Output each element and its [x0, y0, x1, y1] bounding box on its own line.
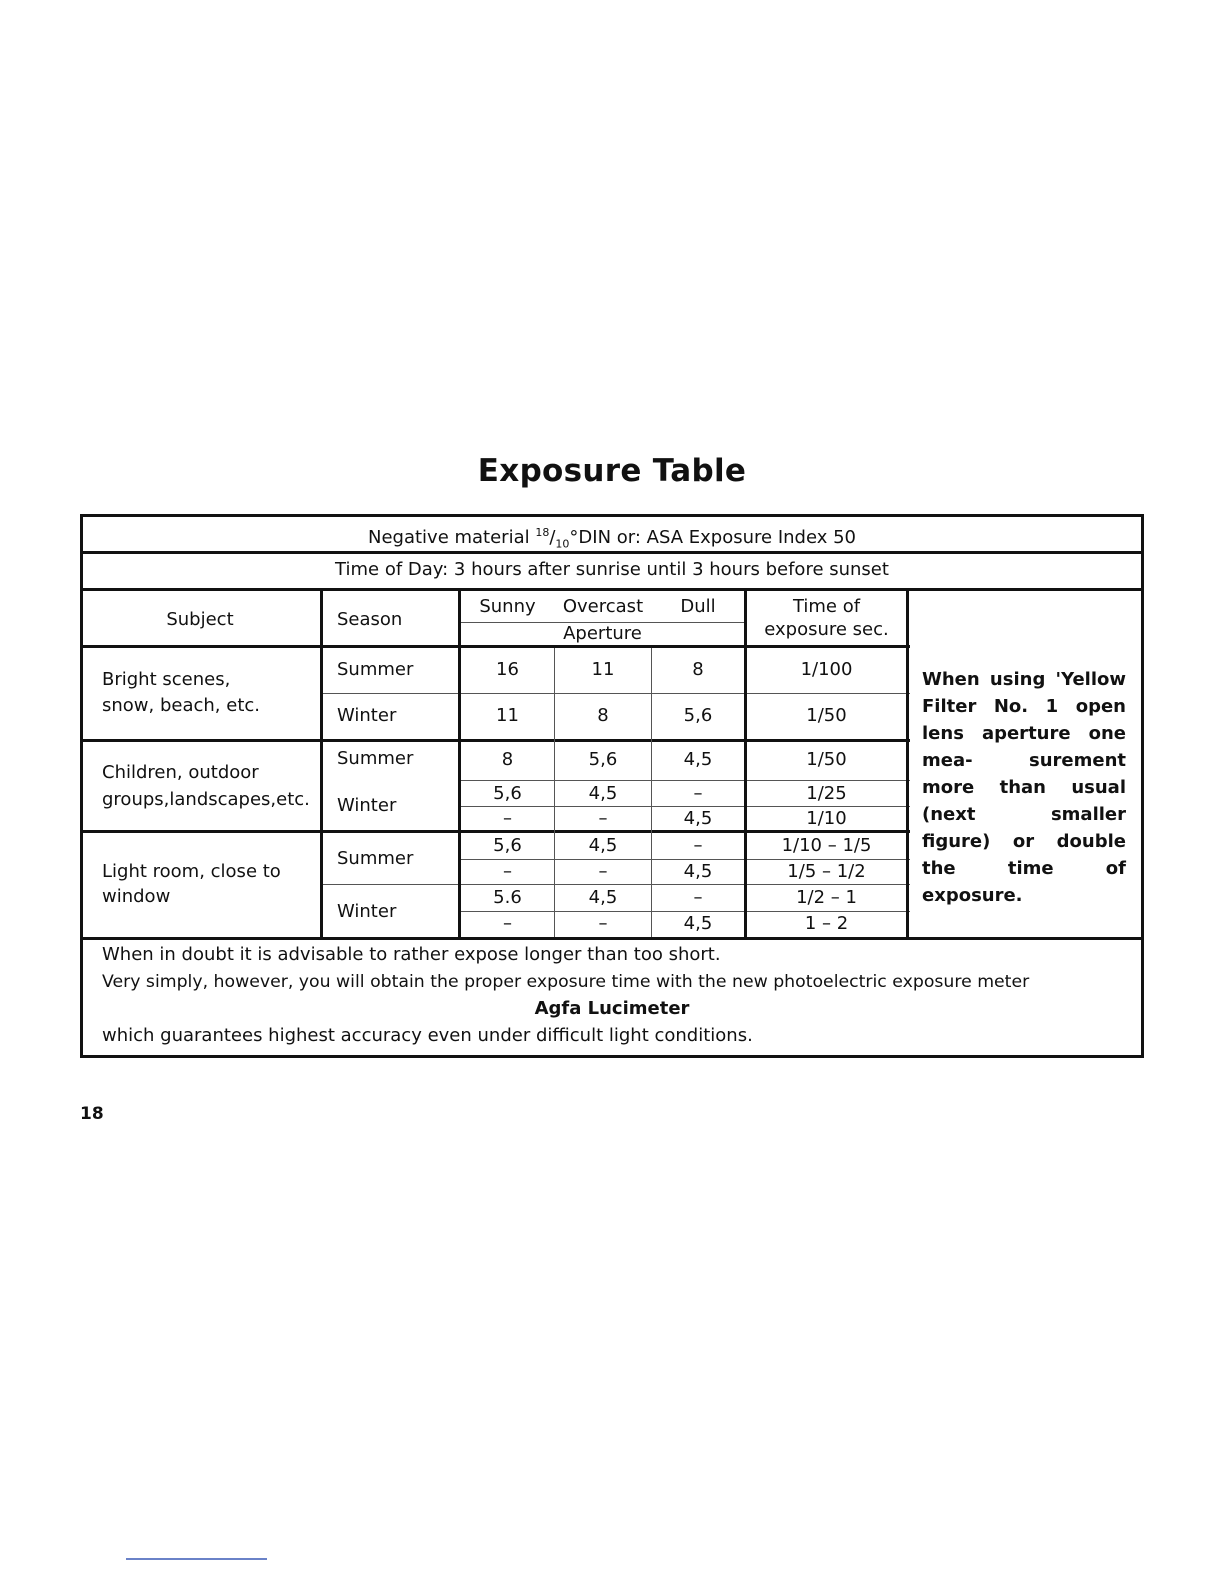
row-2-sunny: 11: [496, 705, 519, 726]
row-8-time: 1/2 – 1: [796, 887, 857, 908]
row-6-overcast: 4,5: [588, 835, 618, 856]
subject-2-line1: Children, outdoor: [102, 762, 259, 783]
row-8-overcast: 4,5: [588, 887, 618, 908]
row-9-dull: 4,5: [683, 913, 713, 934]
col-subject: Subject: [166, 609, 234, 630]
negative-prefix: Negative material: [367, 527, 536, 548]
row-9-sunny: –: [503, 913, 512, 934]
row-3-time: 1/50: [806, 749, 847, 770]
row-4-overcast: 4,5: [588, 783, 618, 804]
footer-product: Agfa Lucimeter: [534, 998, 690, 1019]
row-7-overcast: –: [598, 861, 608, 882]
yellow-filter-note: When using 'Yellow Filter No. 1 open lens aperture one mea- surement more than usual (next smaller figure) or double the time of exposure.: [922, 669, 1126, 906]
row-1-time: 1/100: [800, 659, 853, 680]
row-1-dull: 8: [692, 659, 704, 680]
footnote-rule: [126, 1558, 267, 1560]
season-2: Winter: [337, 705, 397, 726]
row-3-dull: 4,5: [683, 749, 713, 770]
footer-line4: which guarantees highest accuracy even under difficult light conditions.: [102, 1025, 753, 1046]
col-overcast: Overcast: [562, 596, 644, 617]
row-8-sunny: 5.6: [493, 887, 522, 908]
page-number: 18: [80, 1104, 104, 1124]
subject-3-line2: window: [102, 886, 171, 907]
row-2-overcast: 8: [597, 705, 609, 726]
row-6-dull: –: [693, 835, 703, 856]
subject-2-line2: groups,landscapes,etc.: [102, 789, 310, 810]
time-of-day-line: Time of Day: 3 hours after sunrise until 3 hours before sunset: [335, 559, 889, 580]
col-time-line1: Time of: [792, 596, 861, 617]
row-8-dull: –: [693, 887, 703, 908]
negative-material-line: Negative material $^{18}/_{10}^\circ DIN$ or: ASA Exposure Index 50: [367, 526, 856, 551]
row-6-time: 1/10 – 1/5: [781, 835, 872, 856]
rule-below-header: [80, 645, 910, 648]
rule-group1: [80, 739, 910, 742]
col-dull: Dull: [680, 596, 716, 617]
row-7-dull: 4,5: [683, 861, 713, 882]
row-5-sunny: –: [503, 808, 512, 829]
row-5-overcast: –: [598, 808, 608, 829]
season-3: Summer: [337, 748, 414, 769]
subject-1-line2: snow, beach, etc.: [102, 695, 260, 716]
row-3-overcast: 5,6: [588, 749, 618, 770]
col-aperture: Aperture: [563, 623, 642, 644]
row-2-dull: 5,6: [683, 705, 713, 726]
subject-1-line1: Bright scenes,: [102, 669, 231, 690]
page-title: Exposure Table: [477, 453, 747, 489]
din-numerator: 18: [535, 526, 550, 539]
row-4-time: 1/25: [806, 783, 847, 804]
rule-above-footer: [80, 937, 1144, 940]
footer-line2: Very simply, however, you will obtain the proper exposure time with the new photoelectric exposure meter: [102, 972, 1030, 992]
row-4-sunny: 5,6: [493, 783, 522, 804]
col-sunny: Sunny: [479, 596, 536, 617]
row-9-time: 1 – 2: [804, 913, 849, 934]
rule-group2: [80, 830, 910, 833]
row-3-sunny: 8: [501, 749, 514, 770]
season-4: Winter: [337, 795, 397, 816]
row-5-time: 1/10: [806, 808, 847, 829]
subject-3-line1: Light room, close to: [102, 861, 281, 882]
din-denominator: 10: [555, 537, 570, 551]
row-7-sunny: –: [503, 861, 512, 882]
row-7-time: 1/5 – 1/2: [787, 861, 866, 882]
season-1: Summer: [337, 659, 414, 680]
rule-below-time-of-day: [80, 588, 1144, 591]
row-1-sunny: 16: [496, 659, 519, 680]
row-4-dull: –: [693, 783, 703, 804]
rule-row-6: [460, 859, 910, 860]
season-5: Summer: [337, 848, 414, 869]
col-season: Season: [337, 609, 403, 630]
rule-subject-season: [320, 591, 323, 937]
rule-row-4: [460, 806, 910, 807]
rule-row-8: [460, 911, 910, 912]
rule-row-7: [322, 884, 910, 885]
season-6: Winter: [337, 901, 397, 922]
rule-row-1: [322, 693, 910, 694]
negative-suffix: °DIN or: ASA Exposure Index 50: [569, 527, 856, 548]
row-5-dull: 4,5: [683, 808, 713, 829]
row-6-sunny: 5,6: [493, 835, 522, 856]
rule-time-note: [906, 591, 909, 937]
rule-row-3: [460, 780, 910, 781]
row-9-overcast: –: [598, 913, 608, 934]
row-1-overcast: 11: [591, 659, 615, 680]
footer-line1: When in doubt it is advisable to rather expose longer than too short.: [102, 944, 721, 965]
row-2-time: 1/50: [806, 705, 847, 726]
col-time-line2: exposure sec.: [764, 619, 889, 640]
